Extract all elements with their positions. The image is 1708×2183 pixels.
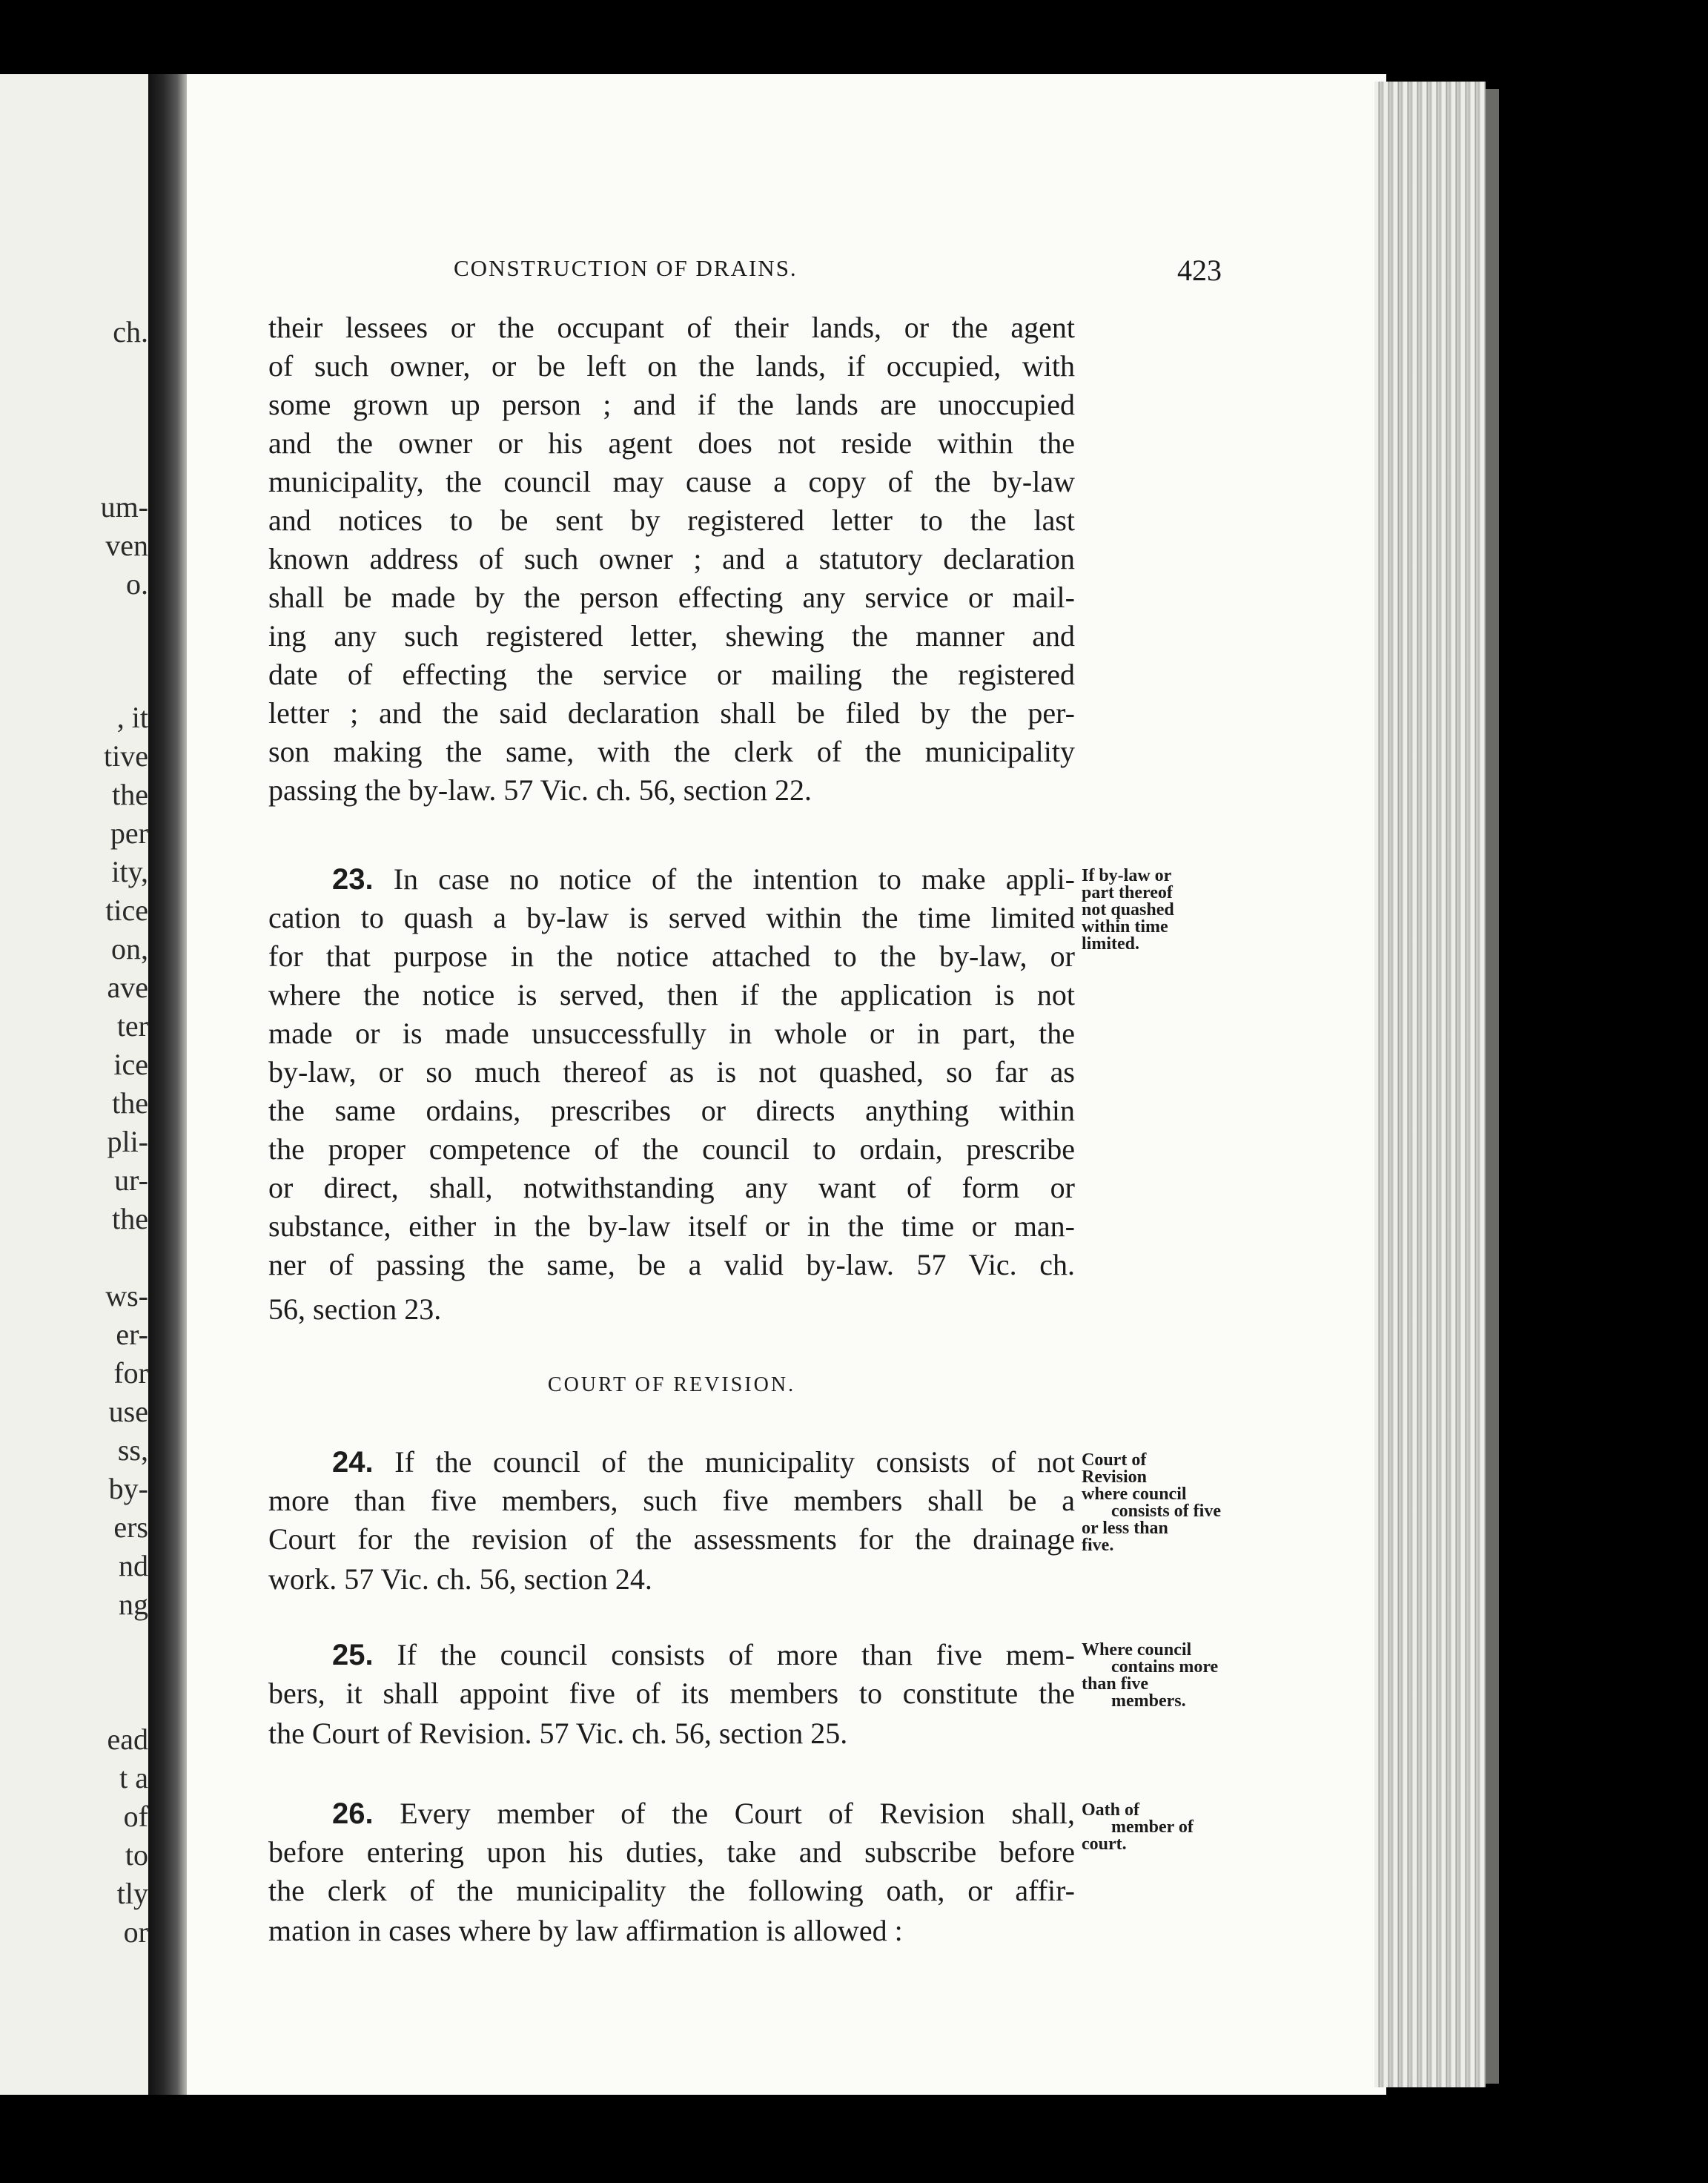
section-heading: COURT OF REVISION. bbox=[547, 1373, 796, 1396]
section-number: 26. bbox=[332, 1797, 374, 1830]
left-fragment: ur- bbox=[114, 1163, 148, 1197]
text-line: the proper competence of the council to ordain, prescribe bbox=[268, 1132, 1075, 1166]
section-23-first-line: 23. In case no notice of the intention to make appli- bbox=[332, 862, 1075, 896]
left-fragment: the bbox=[112, 778, 148, 811]
running-head: CONSTRUCTION OF DRAINS. bbox=[454, 255, 798, 281]
text-line: by-law, or so much thereof as is not quashed, so far as bbox=[268, 1055, 1075, 1089]
book-cover-edge bbox=[1486, 89, 1499, 2084]
left-fragment: ter bbox=[116, 1009, 148, 1043]
left-fragment: tly bbox=[116, 1877, 148, 1910]
scan-background-bottom bbox=[0, 2095, 1708, 2183]
left-fragment: pli- bbox=[107, 1125, 148, 1158]
left-fragment: tice bbox=[105, 894, 148, 927]
page-number: 423 bbox=[1177, 254, 1222, 287]
section-number: 25. bbox=[332, 1639, 374, 1671]
text-line: the Court of Revision. 57 Vic. ch. 56, section 25. bbox=[268, 1717, 848, 1750]
section-number: 23. bbox=[332, 863, 374, 896]
left-page-fragment bbox=[0, 74, 156, 2095]
left-fragment: the bbox=[112, 1086, 148, 1120]
text-line: and notices to be sent by registered letter to the last bbox=[268, 503, 1075, 537]
text-line: or direct, shall, notwithstanding any want of form or bbox=[268, 1171, 1075, 1204]
left-fragment: , it bbox=[116, 701, 148, 734]
left-fragment: or bbox=[123, 1915, 148, 1949]
section-24-first-line: 24. If the council of the municipality consists of not bbox=[332, 1445, 1075, 1479]
text-line: ner of passing the same, be a valid by-law. 57 Vic. ch. bbox=[268, 1248, 1075, 1281]
left-fragment: ers bbox=[113, 1510, 148, 1544]
text-line: more than five members, such five members shall be a bbox=[268, 1484, 1075, 1517]
text-line: mation in cases where by law affirmation is allowed : bbox=[268, 1914, 903, 1947]
text-line: ing any such registered letter, shewing the manner and bbox=[268, 619, 1075, 653]
margin-note-section-25: Where council contains more than five members. bbox=[1082, 1640, 1219, 1711]
left-fragment: ch. bbox=[113, 315, 148, 349]
margin-note-section-24: Court of Revision where council consists of five or less than five. bbox=[1082, 1450, 1221, 1555]
text-line: the clerk of the municipality the following oath, or affir- bbox=[268, 1874, 1075, 1907]
left-fragment: ead bbox=[107, 1723, 148, 1756]
left-fragment: ws- bbox=[105, 1279, 148, 1312]
text-line: bers, it shall appoint five of its members to constitute the bbox=[268, 1677, 1075, 1710]
left-fragment: t a bbox=[119, 1761, 148, 1794]
text-line: where the notice is served, then if the application is not bbox=[268, 978, 1075, 1011]
left-fragment: ity, bbox=[111, 855, 148, 888]
text-line: and the owner or his agent does not reside within the bbox=[268, 426, 1075, 460]
text-line: the same ordains, prescribes or directs anything within bbox=[268, 1094, 1075, 1127]
text-line: 56, section 23. bbox=[268, 1292, 442, 1326]
left-fragment: to bbox=[125, 1838, 148, 1872]
text-line: substance, either in the by-law itself or in the time or man- bbox=[268, 1209, 1075, 1243]
left-fragment: ss, bbox=[117, 1433, 148, 1467]
left-fragment: nd bbox=[119, 1549, 148, 1582]
text-line: son making the same, with the clerk of the municipality bbox=[268, 735, 1075, 768]
text-line: of such owner, or be left on the lands, if occupied, with bbox=[268, 349, 1075, 383]
text-line: letter ; and the said declaration shall be filed by the per- bbox=[268, 696, 1075, 730]
text-line: before entering upon his duties, take and subscribe before bbox=[268, 1835, 1075, 1869]
left-fragment: by- bbox=[108, 1472, 148, 1505]
section-26-first-line: 26. Every member of the Court of Revision shall, bbox=[332, 1797, 1075, 1830]
left-fragment: per bbox=[110, 816, 148, 850]
text-line: cation to quash a by-law is served within the time limited bbox=[268, 901, 1075, 934]
left-fragment: ice bbox=[113, 1048, 148, 1081]
text-line: work. 57 Vic. ch. 56, section 24. bbox=[268, 1562, 652, 1596]
left-fragment: ng bbox=[119, 1588, 148, 1621]
text-line: shall be made by the person effecting any service or mail- bbox=[268, 581, 1075, 614]
text-line: some grown up person ; and if the lands are unoccupied bbox=[268, 388, 1075, 421]
section-25-first-line: 25. If the council consists of more than five mem- bbox=[332, 1638, 1075, 1671]
left-fragment: um- bbox=[100, 490, 148, 524]
left-fragment: o. bbox=[126, 567, 148, 601]
page-stack-edge bbox=[1374, 82, 1486, 2087]
left-fragment: on, bbox=[111, 932, 148, 965]
left-fragment: of bbox=[123, 1800, 148, 1833]
left-fragment: for bbox=[113, 1356, 148, 1390]
text-line: known address of such owner ; and a statutory declaration bbox=[268, 542, 1075, 575]
text-line: municipality, the council may cause a copy of the by-law bbox=[268, 465, 1075, 498]
left-fragment: tive bbox=[104, 739, 148, 773]
left-fragment: use bbox=[108, 1395, 148, 1428]
left-fragment: ven bbox=[105, 529, 148, 562]
left-fragment: ave bbox=[107, 971, 148, 1004]
text-line: their lessees or the occupant of their lands, or the agent bbox=[268, 311, 1075, 344]
left-fragment: er- bbox=[116, 1318, 148, 1351]
text-line: passing the by-law. 57 Vic. ch. 56, section 22. bbox=[268, 773, 812, 807]
text-line: for that purpose in the notice attached to the by-law, or bbox=[268, 939, 1075, 973]
text-line: made or is made unsuccessfully in whole or in part, the bbox=[268, 1017, 1075, 1050]
section-number: 24. bbox=[332, 1446, 374, 1479]
scan-background-top bbox=[0, 0, 1708, 74]
book-gutter bbox=[148, 74, 187, 2095]
text-line: date of effecting the service or mailing the registered bbox=[268, 658, 1075, 691]
margin-note-section-26: Oath of member of court. bbox=[1082, 1800, 1194, 1854]
text-line: Court for the revision of the assessments for the drainage bbox=[268, 1522, 1075, 1556]
left-fragment: the bbox=[112, 1202, 148, 1235]
margin-note-section-23: If by-law or part thereof not quashed within time limited. bbox=[1082, 866, 1174, 954]
